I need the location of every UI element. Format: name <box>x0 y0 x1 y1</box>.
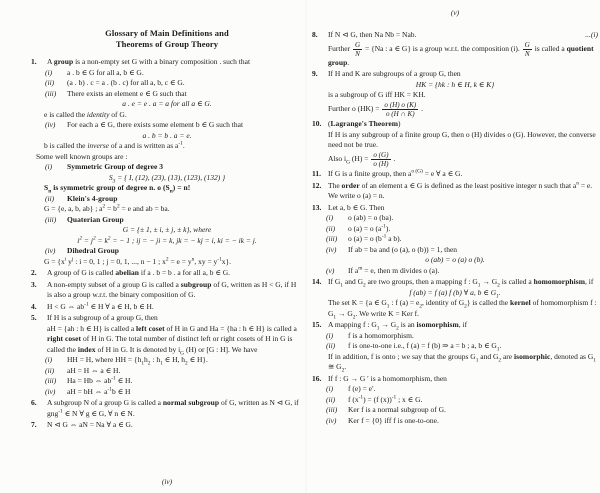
line-text: $S_3$ = { I, (12), (23), (13), (123), (132) } <box>108 172 226 185</box>
item-number: 1. <box>31 57 37 67</box>
line-text: (Lagrange's Theorem) <box>328 119 401 129</box>
item-number: (ii) <box>45 365 55 375</box>
line-text: Klein's 4-group <box>67 193 118 203</box>
line-text: Ker f is a normal subgroup of G. <box>348 405 446 415</box>
line-text: Symmetric Group of degree 3 <box>67 162 164 172</box>
line-text: A subgroup N of a group G is called a normal subgroup of G, written as N ⊲ G, if gng$^{-1}$ ∈ N ∀ g ∈ G, ∀ n ∈ N. <box>47 398 299 418</box>
line-text: is a subgroup of G iff HK = KH. <box>328 90 426 100</box>
glossary-item <box>31 57 303 68</box>
glossary-item <box>312 320 598 331</box>
formula-line <box>31 173 303 184</box>
text-line <box>44 110 303 121</box>
sub-item <box>45 366 303 377</box>
glossary-item <box>312 119 598 130</box>
item-number: 12. <box>312 180 322 190</box>
item-number: (iv) <box>326 244 337 254</box>
line-text: If N ⊲ G, then Na Nb = Nab. <box>328 30 417 39</box>
line-text: If $a^m = e$, then m divides o (a). <box>348 265 440 275</box>
glossary-item <box>31 268 303 279</box>
item-number: 8. <box>312 30 318 39</box>
sub-item <box>326 395 598 406</box>
line-text: f is a homomorphism. <box>348 330 414 340</box>
line-text: $G = \{x^i$ $y^j$ : i = 0, 1 ; j = 0, 1, ..., n − 1 ; $x^2 = e = y^n$, xy = $y^{-1}x$}. <box>44 256 232 266</box>
item-number: (i) <box>326 330 334 340</box>
line-text: f (ab) = f (a) f (b) ∀ a, b ∈ $G_1$. <box>409 287 501 300</box>
item-number: (iii) <box>45 376 57 386</box>
sub-item <box>326 224 598 235</box>
glossary-item <box>31 302 303 313</box>
item-number: 16. <box>312 373 322 383</box>
item-number: 6. <box>31 398 37 408</box>
sub-item <box>45 376 303 387</box>
item-number: (i) <box>45 355 53 365</box>
line-text: Ha = Hb ⇔ $ab^{-1}$ ∈ H. <box>67 375 133 386</box>
line-text: a . b = b . a = e. <box>142 130 192 140</box>
right-page <box>312 8 598 488</box>
sub-item <box>326 331 598 342</box>
line-text: a . b ∈ G for all a, b ∈ G. <box>67 67 144 77</box>
item-number: 4. <box>31 301 37 311</box>
glossary-item <box>31 420 303 431</box>
formula-line <box>31 99 303 110</box>
sub-item <box>45 68 303 79</box>
sub-item <box>45 194 303 205</box>
item-number: 13. <box>312 202 322 212</box>
line-text: (a . b) . c = a . (b . c) for all a, b, c ∈ G. <box>67 78 185 88</box>
line-text: o (a) = o ($b^{-1}$ a b). <box>348 233 402 244</box>
sub-item <box>326 245 598 256</box>
line-text: A non-empty subset of a group G is called a subgroup of G, written as H < G, if H is also a group w.r.t. the binary composition of G. <box>47 279 297 300</box>
fraction: $\frac{G}{N}$ <box>354 40 361 58</box>
item-number: (iii) <box>45 214 57 224</box>
right-page-number: (v) <box>450 8 460 17</box>
line-text: aH = bH ⇔ $a^{-1}b$ ∈ H <box>67 386 131 396</box>
sub-item <box>45 387 303 398</box>
sub-item <box>326 416 598 427</box>
text-line <box>44 257 303 268</box>
item-number: (iv) <box>326 415 337 425</box>
line-text: If H is any subgroup of a finite group G, then o (H) divides o (G). However, the converse need not be true. <box>328 129 596 150</box>
item-number: (ii) <box>326 223 336 233</box>
sub-item <box>45 215 303 226</box>
line-text: Some well known groups are : <box>36 151 128 161</box>
sub-item <box>326 384 598 395</box>
formula-line <box>31 236 303 247</box>
line-text: If ab = ba and (o (a), o (b)) = 1, then <box>348 244 458 254</box>
item-number: (iv) <box>45 120 56 130</box>
text-line <box>328 101 598 118</box>
item-number: (i) <box>45 67 53 77</box>
item-number: (iv) <box>45 386 56 396</box>
sub-item <box>45 120 303 131</box>
line-text: o (ab) = o (ba). <box>348 213 394 223</box>
line-text: H < G ⇔ $ab^{-1}$ ∈ H ∀ a ∈ H, b ∈ H. <box>47 301 154 311</box>
right-page-content <box>312 30 598 426</box>
line-text: Let a, b ∈ G. Then <box>328 202 385 212</box>
line-text: Also $i_G$ (H) = $\frac{o (G)}{o (H)}$ . <box>328 150 396 168</box>
item-number: (i) <box>326 384 334 394</box>
sub-item <box>45 78 303 89</box>
glossary-item <box>312 203 598 214</box>
sub-item <box>326 405 598 416</box>
line-text: Ker f = {0} iff f is one-to-one. <box>348 415 439 425</box>
item-number: 7. <box>31 420 37 430</box>
sub-item <box>326 234 598 245</box>
line-text: For each a ∈ G, there exists some element b ∈ G such that <box>67 120 244 130</box>
line-text: HH = H, where HH = {$h_1h_2$ : $h_1$ ∈ H, $h_2$ ∈ H}. <box>67 355 208 367</box>
item-number: 9. <box>312 69 318 79</box>
line-text: If H is a subgroup of a group G, then <box>47 313 158 323</box>
fraction: $\frac{o (G)}{o (H)}$ <box>373 150 389 168</box>
line-text: e is called the identity of G. <box>44 109 127 119</box>
line-text: If G is a finite group, then $a^{o (G)} = e$ ∀ a ∈ G. <box>328 168 463 179</box>
item-number: (ii) <box>45 78 55 88</box>
text-line <box>328 352 598 373</box>
line-text: a . e = e . a = a for all a ∈ G. <box>122 99 212 109</box>
sub-item <box>45 162 303 173</box>
line-text: $S_n$ is symmetric group of degree n. o $(S_n) = n$! <box>44 183 191 195</box>
formula-line <box>312 288 598 299</box>
item-number: (iii) <box>326 405 338 415</box>
formula-line <box>312 80 598 91</box>
text-line <box>44 204 303 215</box>
line-text: A mapping f : $G_1 \to G_2$ is an isomorphism, if <box>328 320 468 332</box>
line-text: If f : G → G ′ is a homomorphism, then <box>328 373 447 383</box>
item-number: (iii) <box>45 88 57 98</box>
item-number: (ii) <box>326 394 336 404</box>
line-text: There exists an element e ∈ G such that <box>67 88 187 98</box>
glossary-item <box>312 181 598 202</box>
glossary-item <box>31 313 303 324</box>
text-line <box>328 298 598 319</box>
line-text: o (ab) = o (a) o (b). <box>425 255 485 265</box>
line-text: If $G_1$ and $G_2$ are two groups, then a mapping f : $G_1 \to G_2$ is called a homomorphism, if <box>328 277 594 289</box>
line-text: Quaterian Group <box>67 214 124 224</box>
glossary-item <box>31 280 303 301</box>
sub-item <box>326 266 598 277</box>
line-text: Dihedral Group <box>67 246 120 256</box>
line-text: A group of G is called abelian if a . b = b . a for all a, b ∈ G. <box>47 268 231 278</box>
text-line <box>47 324 303 356</box>
glossary-item <box>312 374 598 385</box>
line-text: The order of an element a ∈ G is defined as the least positive integer n such that $a^n = e$. We write o (a) = n. <box>328 180 593 201</box>
line-text: f is one-to-one i.e., f (a) = f (b) ⇒ a = b ; a, b ∈ $G_1$. <box>348 341 502 353</box>
formula-line <box>312 255 598 266</box>
text-line <box>44 141 303 152</box>
title-line-1: Glossary of Main Definitions and <box>105 28 229 38</box>
text-line <box>36 152 303 163</box>
formula-line <box>31 131 303 142</box>
item-number: (i) <box>45 162 53 172</box>
item-number: (i) <box>326 213 334 223</box>
text-line <box>328 41 598 69</box>
sub-item <box>45 246 303 257</box>
line-text: The set K = {a ∈ $G_1$ : f $(a) = e_2$, identity of $G_2$} is called the kernel of homomorphism f : $G_1 \to G_2$. We write K = Ker f. <box>328 298 597 321</box>
glossary-item <box>312 30 598 41</box>
line-text: b is called the inverse of a and is written as $a^{-1}$. <box>44 140 185 151</box>
left-page <box>31 28 303 486</box>
line-text: Further $\frac{G}{N}$ = {Na : a ∈ G} is a group w.r.t. the composition (i). $\frac{G}{N}$ is called a quotient group. <box>328 40 594 67</box>
line-text: G = {e, a, b, ab} ; $a^2 = b^2 = e$ and ab = ba. <box>44 203 170 214</box>
text-line <box>328 151 598 168</box>
text-line <box>328 130 598 151</box>
item-number: 11. <box>312 169 321 179</box>
fraction: $\frac{o (H) o (K)}{o (H \cap K)}$ <box>384 100 417 119</box>
line-text: o (a) = o $(a^{-1})$. <box>348 223 391 233</box>
sub-item <box>45 89 303 100</box>
fraction: $\frac{G}{N}$ <box>524 40 530 58</box>
sub-item <box>326 213 598 224</box>
item-number: 10. <box>312 119 322 129</box>
equation-label: ...(i) <box>585 30 598 39</box>
line-text: A group is a non-empty set G with a binary composition . such that <box>47 57 251 67</box>
text-line <box>44 183 303 194</box>
left-page-number: (iv) <box>161 477 173 486</box>
line-text: aH = H ⇔ a ∈ H. <box>67 365 121 375</box>
page-title <box>31 28 303 50</box>
sub-item <box>45 355 303 366</box>
item-number: 5. <box>31 313 37 323</box>
line-text: If H and K are subgroups of a group G, then <box>328 69 461 79</box>
line-text: N ⊲ G ⇔ aN = Na ∀ a ∈ G. <box>47 420 133 430</box>
glossary-item <box>312 169 598 180</box>
item-number: 15. <box>312 320 322 330</box>
left-page-content <box>31 57 303 431</box>
title-line-2: Theorems of Group Theory <box>115 39 219 50</box>
item-number: 3. <box>31 279 37 289</box>
item-number: (ii) <box>326 341 336 351</box>
glossary-item <box>31 398 303 419</box>
text-line <box>328 90 598 101</box>
line-text: G = {± 1, ± i, ± j, ± k}, where <box>122 225 212 235</box>
glossary-item <box>312 277 598 288</box>
item-number: 2. <box>31 268 37 278</box>
item-number: (ii) <box>45 193 55 203</box>
formula-line <box>31 225 303 236</box>
line-text: $i^2 = j^2 = k^2$ = − 1 ; ij = − ji = k, jk = − kj = i, ki = − ik = j. <box>77 235 257 245</box>
glossary-item <box>312 69 598 80</box>
page-gutter <box>305 0 307 493</box>
item-number: (v) <box>326 265 335 275</box>
line-text: HK = {hk : h ∈ H, k ∈ K} <box>415 79 495 89</box>
sub-item <box>326 341 598 352</box>
line-text: f $(x^{-1}) = (f$ (x))$^{-1}$ ; x ∈ G. <box>348 394 423 404</box>
item-number: (iii) <box>326 234 338 244</box>
line-text: Further o (HK) = $\frac{o (H) o (K)}{o (H \cap K)}$ . <box>328 100 423 119</box>
line-text: If in addition, f is onto ; we say that the groups $G_1$ and $G_2$ are isomorphic, denoted as $G_1$ ≅ $G_2$. <box>328 351 596 374</box>
item-number: (iv) <box>45 246 56 256</box>
line-text: aH = {ah : h ∈ H} is called a left coset of H in G and Ha = {ha : h ∈ H} is called a right coset of H in G. The total number of distinct left or right cosets of H in G is called the index of H in G. It is denoted by $i_G$ (H) or [G : H]. We have <box>47 323 297 357</box>
line-text: f (e) = e′. <box>348 384 376 394</box>
item-number: 14. <box>312 277 322 287</box>
